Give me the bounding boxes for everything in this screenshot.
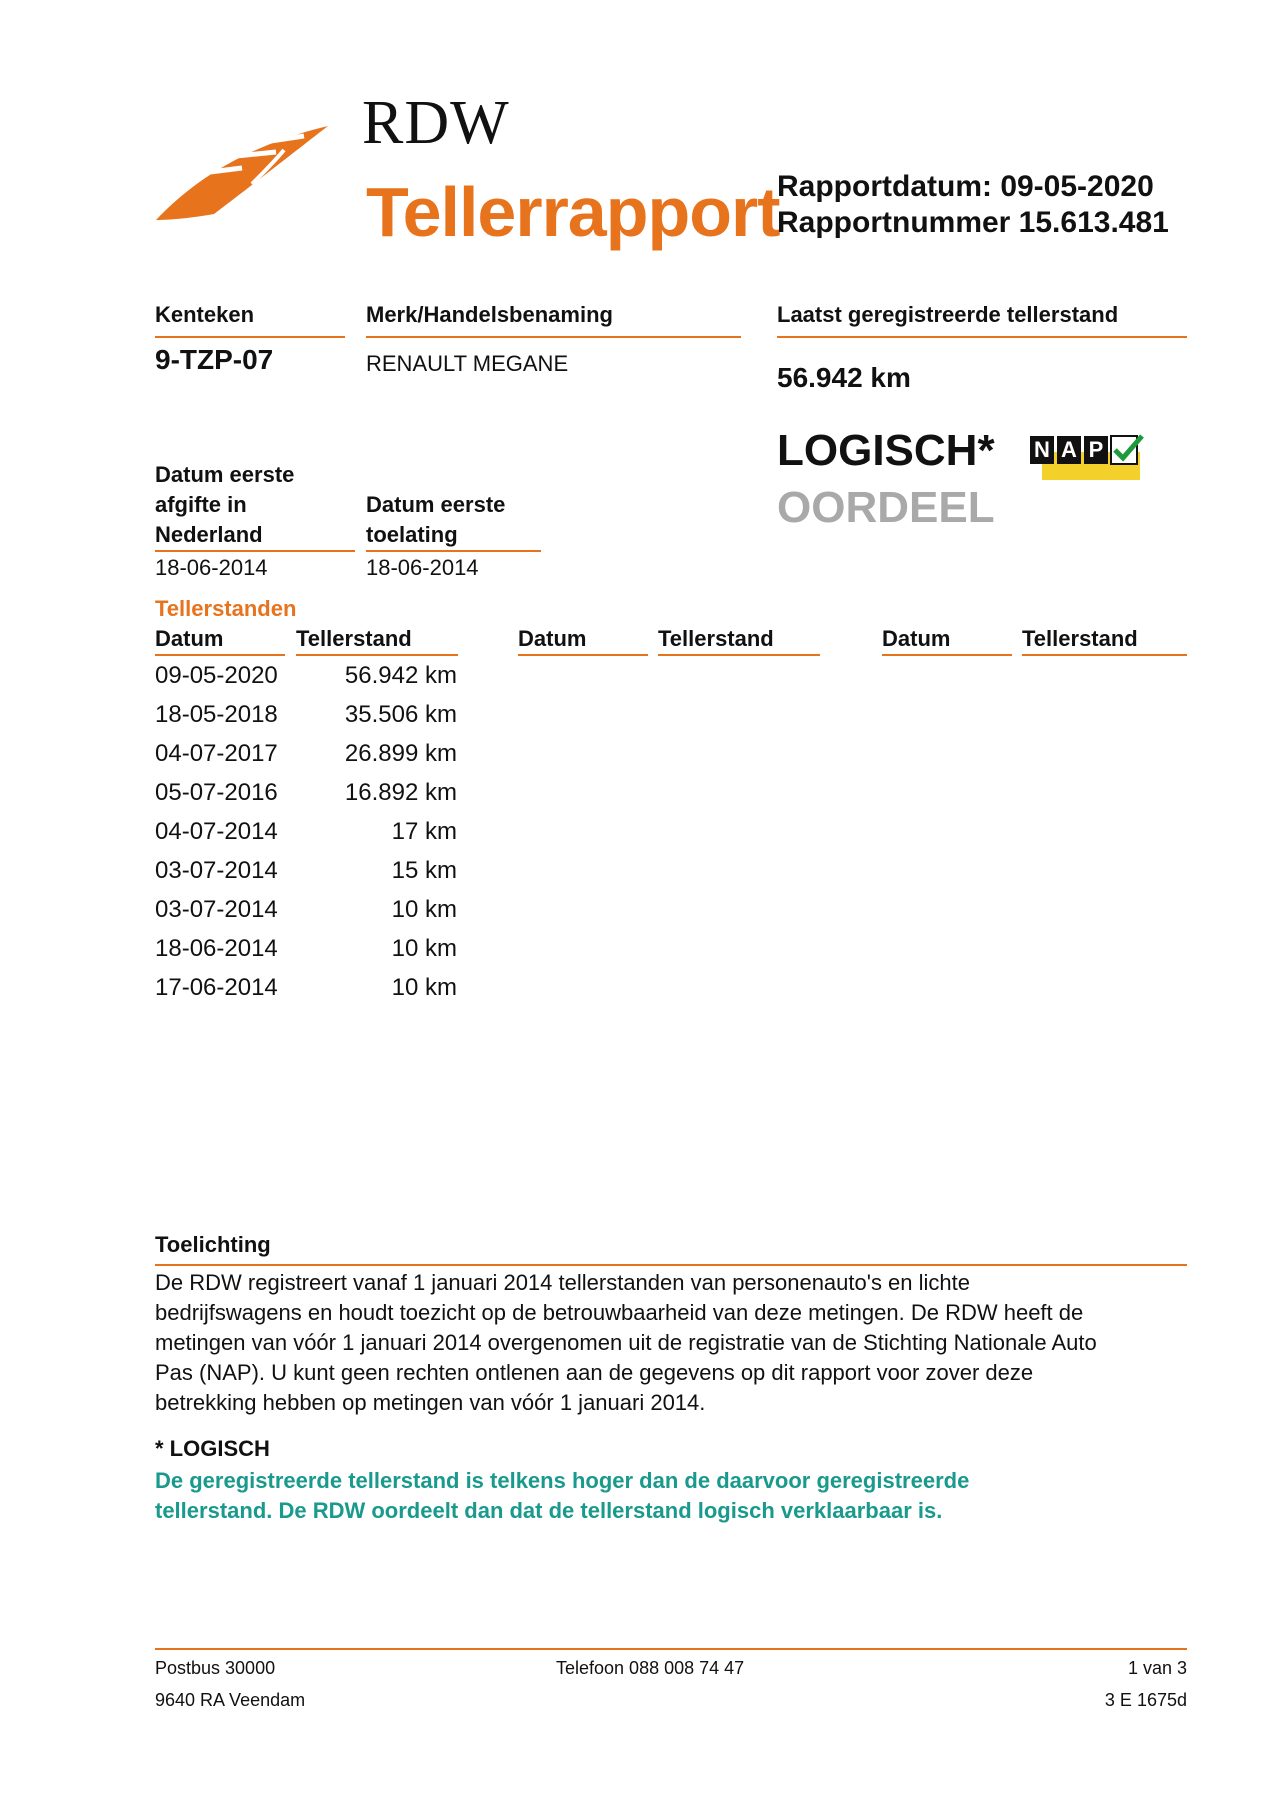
logisch-explanation-line: De geregistreerde tellerstand is telkens hoger dan de daarvoor geregistreerde — [155, 1468, 970, 1493]
footer-phone: Telefoon 088 008 74 47 — [556, 1658, 745, 1678]
nap-letter: A — [1057, 436, 1081, 464]
row-date: 18-06-2014 — [155, 935, 278, 962]
divider — [1022, 654, 1187, 656]
row-km: 15 km — [391, 857, 457, 884]
divider — [296, 654, 458, 656]
logisch-footnote-label: * LOGISCH — [155, 1436, 270, 1461]
divider — [366, 336, 741, 338]
col-header-datum: Datum — [882, 626, 951, 651]
footer-divider — [155, 1648, 1187, 1650]
nap-logo — [1030, 436, 1140, 480]
row-km: 16.892 km — [344, 779, 457, 806]
toelichting-line: metingen van vóór 1 januari 2014 overgenomen uit de registratie van de Stichting Nationale Auto — [155, 1330, 1097, 1355]
logo-rdw-text: RDW — [362, 89, 510, 157]
toelichting-title: Toelichting — [155, 1232, 271, 1257]
row-km: 26.899 km — [344, 740, 457, 767]
divider — [658, 654, 820, 656]
col-header-tellerstand: Tellerstand — [658, 626, 774, 651]
rapportdatum: Rapportdatum: 09-05-2020 — [777, 170, 1154, 203]
divider — [155, 336, 345, 338]
laatst-value: 56.942 km — [777, 362, 911, 393]
row-date: 17-06-2014 — [155, 974, 278, 1001]
check-icon — [1110, 434, 1144, 466]
afgifte-label — [155, 460, 294, 550]
rdw-logo-leaf-icon — [152, 124, 336, 224]
toelichting-line: bedrijfswagens en houdt toezicht op de betrouwbaarheid van deze metingen. De RDW heeft de — [155, 1300, 1084, 1325]
row-date: 03-07-2014 — [155, 896, 278, 923]
row-km: 10 km — [391, 935, 457, 962]
afgifte-label-line: Nederland — [155, 522, 263, 547]
logisch-explanation-line: tellerstand. De RDW oordeelt dan dat de tellerstand logisch verklaarbaar is. — [155, 1498, 943, 1523]
footer-code: 3 E 1675d — [1104, 1690, 1187, 1710]
divider — [882, 654, 1012, 656]
afgifte-value: 18-06-2014 — [155, 555, 268, 580]
row-date: 04-07-2017 — [155, 740, 278, 767]
col-header-datum: Datum — [155, 626, 224, 651]
logisch-explanation — [155, 1466, 1185, 1526]
kenteken-value: 9-TZP-07 — [155, 344, 274, 375]
row-date: 03-07-2014 — [155, 857, 278, 884]
row-date: 09-05-2020 — [155, 662, 278, 689]
row-date: 04-07-2014 — [155, 818, 278, 845]
rapportnummer: Rapportnummer 15.613.481 — [777, 206, 1169, 239]
col-header-tellerstand: Tellerstand — [296, 626, 412, 651]
laatst-label: Laatst geregistreerde tellerstand — [777, 302, 1119, 327]
row-km: 10 km — [391, 974, 457, 1001]
row-km: 35.506 km — [344, 701, 457, 728]
oordeel-result: LOGISCH* — [777, 426, 995, 475]
merk-label: Merk/Handelsbenaming — [366, 302, 613, 327]
toelating-label-line: Datum eerste — [366, 492, 506, 517]
divider — [155, 1264, 1187, 1266]
footer-postbus: Postbus 30000 — [155, 1658, 276, 1678]
divider — [155, 550, 355, 552]
row-km: 56.942 km — [344, 662, 457, 689]
footer-page: 1 van 3 — [1127, 1658, 1187, 1678]
toelichting-line: betrekking hebben op metingen van vóór 1 januari 2014. — [155, 1390, 706, 1415]
divider — [155, 654, 285, 656]
toelichting-line: De RDW registreert vanaf 1 januari 2014 tellerstanden van personenauto's en lichte — [155, 1270, 970, 1295]
nap-letter: N — [1030, 436, 1054, 464]
row-km: 17 km — [391, 818, 457, 845]
divider — [366, 550, 541, 552]
col-header-tellerstand: Tellerstand — [1022, 626, 1138, 651]
report-title: Tellerrapport — [366, 173, 780, 251]
toelating-label — [366, 490, 505, 550]
afgifte-label-line: afgifte in — [155, 492, 247, 517]
row-km: 10 km — [391, 896, 457, 923]
toelichting-text — [155, 1268, 1185, 1418]
row-date: 05-07-2016 — [155, 779, 278, 806]
row-date: 18-05-2018 — [155, 701, 278, 728]
nap-letter: P — [1084, 436, 1108, 464]
afgifte-label-line: Datum eerste — [155, 462, 295, 487]
footer-city: 9640 RA Veendam — [155, 1690, 306, 1710]
oordeel-label: OORDEEL — [777, 483, 995, 532]
divider — [518, 654, 648, 656]
kenteken-label: Kenteken — [155, 302, 255, 327]
merk-value: RENAULT MEGANE — [366, 351, 569, 376]
col-header-datum: Datum — [518, 626, 587, 651]
tellerstanden-title: Tellerstanden — [155, 596, 297, 621]
divider — [777, 336, 1187, 338]
toelichting-line: Pas (NAP). U kunt geen rechten ontlenen aan de gegevens op dit rapport voor zover deze — [155, 1360, 1034, 1385]
toelating-value: 18-06-2014 — [366, 555, 479, 580]
toelating-label-line: toelating — [366, 522, 458, 547]
